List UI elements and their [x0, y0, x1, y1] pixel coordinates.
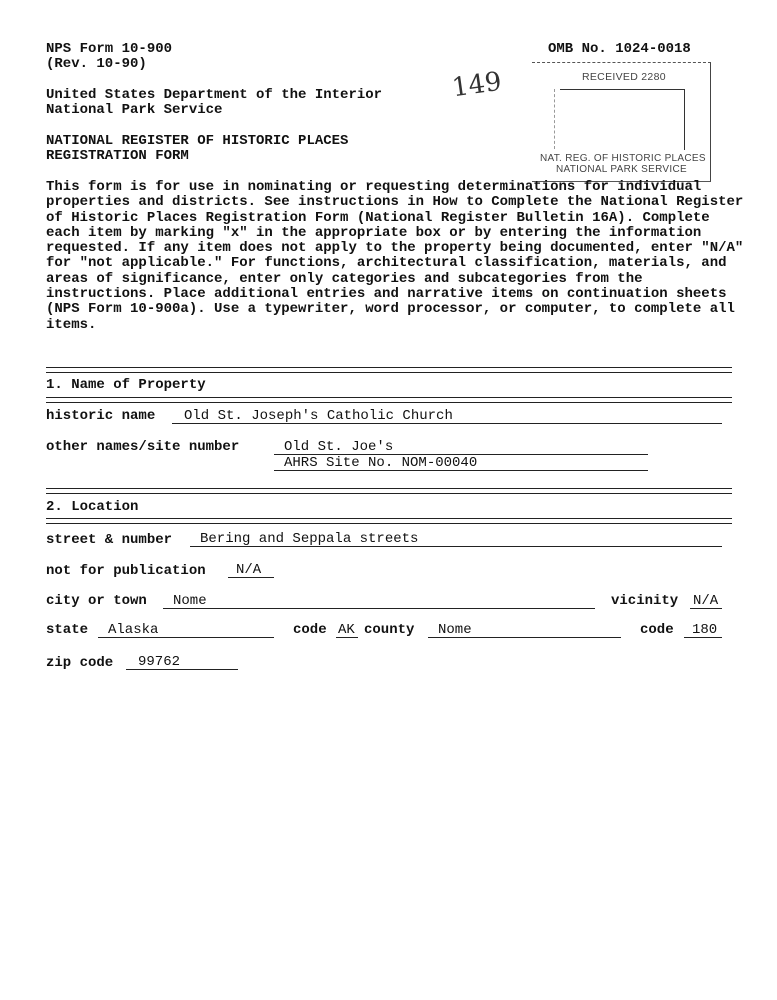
county-field[interactable]: Nome: [428, 623, 621, 638]
vicinity-label: vicinity: [611, 593, 679, 609]
zip-label: zip code: [46, 655, 114, 671]
form-revision: (Rev. 10-90): [46, 56, 147, 72]
other-names-label: other names/site number: [46, 439, 240, 455]
agency-service: National Park Service: [46, 102, 223, 118]
stamp-line2: NATIONAL PARK SERVICE: [556, 164, 687, 175]
county-label: county: [364, 622, 415, 638]
street-field[interactable]: Bering and Seppala streets: [190, 532, 722, 547]
nfp-label: not for publication: [46, 563, 206, 579]
section-rule: [46, 397, 732, 403]
section-rule: [46, 367, 732, 373]
section-rule: [46, 518, 732, 524]
form-title: NATIONAL REGISTER OF HISTORIC PLACES: [46, 133, 349, 149]
city-field[interactable]: Nome: [163, 594, 595, 609]
stamp-box: [560, 89, 685, 150]
state-code-field[interactable]: AK: [336, 623, 358, 638]
city-label: city or town: [46, 593, 147, 609]
form-subtitle: REGISTRATION FORM: [46, 148, 189, 164]
stamp-received: RECEIVED 2280: [582, 71, 666, 83]
received-stamp: [532, 62, 711, 182]
state-label: state: [46, 622, 89, 638]
section1-heading: 1. Name of Property: [46, 377, 206, 393]
stamp-divider: [554, 89, 556, 149]
county-code-label: code: [640, 622, 674, 638]
state-field[interactable]: Alaska: [98, 623, 274, 638]
form-number: NPS Form 10-900: [46, 41, 173, 57]
section2-heading: 2. Location: [46, 499, 139, 515]
other-names-field-1[interactable]: Old St. Joe's: [274, 440, 648, 455]
nfp-field[interactable]: N/A: [228, 563, 274, 578]
agency-department: United States Department of the Interior: [46, 87, 383, 103]
other-names-field-2[interactable]: AHRS Site No. NOM-00040: [274, 456, 648, 471]
zip-field[interactable]: 99762: [126, 655, 238, 670]
vicinity-field[interactable]: N/A: [690, 594, 722, 609]
stamp-line1: NAT. REG. OF HISTORIC PLACES: [540, 153, 706, 164]
omb-number: OMB No. 1024-0018: [548, 41, 691, 57]
county-code-field[interactable]: 180: [684, 623, 722, 638]
historic-name-field[interactable]: Old St. Joseph's Catholic Church: [172, 409, 722, 424]
state-code-label: code: [293, 622, 327, 638]
instructions-paragraph: This form is for use in nominating or requesting determinations for individual properties and districts. See instructions in How to Complete the National Register of Historic Places Registration Form (National Register Bulletin 16A). Complete each item by marking "x" in the appropriate box or by entering the information requested. If any item does not apply to the property being documented, enter "N/A" for "not applicable." For functions, architectural classification, materials, and areas of significance, enter only categories and subcategories from the instructions. Place additional entries and narrative items on continuation sheets (NPS Form 10-900a). Use a typewriter, word processor, or computer, to complete all items.: [46, 179, 744, 333]
historic-name-label: historic name: [46, 408, 156, 424]
street-label: street & number: [46, 532, 173, 548]
handwritten-number: 149: [450, 66, 504, 104]
section-rule: [46, 488, 732, 494]
